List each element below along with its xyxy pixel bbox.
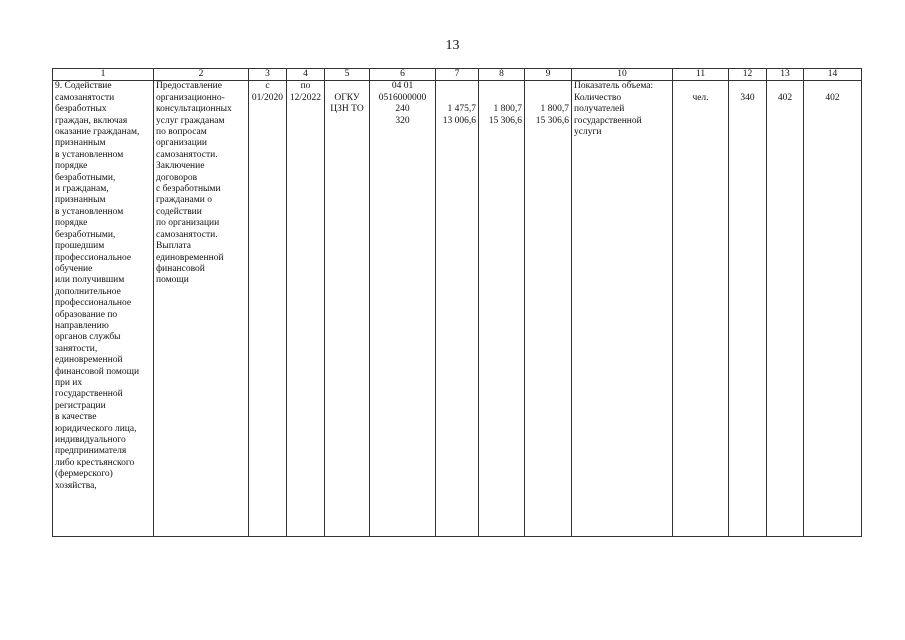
column-number: 14 xyxy=(804,69,862,81)
amount-year3-lines xyxy=(527,104,569,127)
cell-text-line: Показатель объема: xyxy=(574,81,654,92)
cell-text-line: 15 306,6 xyxy=(488,115,522,126)
amount-year2-cell xyxy=(479,81,525,537)
cell-text-line: самозанятости. xyxy=(156,229,218,240)
cell-text-line: 1 475,7 xyxy=(447,104,476,115)
cell-text-line: порядке xyxy=(55,161,88,172)
column-number: 8 xyxy=(479,69,525,81)
cell-text-line: услуг гражданам xyxy=(156,115,225,126)
cell-text-line: финансовой xyxy=(156,263,205,274)
cell-text-line: безработными, xyxy=(55,172,116,183)
cell-text-line: организации xyxy=(156,138,208,149)
cell-text-line: прошедшим xyxy=(55,241,105,252)
column-number: 3 xyxy=(249,69,287,81)
cell-text-line: договоров xyxy=(156,172,198,183)
cell-text-line: оказание гражданам, xyxy=(55,127,140,138)
cell-text-line: государственной xyxy=(574,115,642,126)
cell-text-line: граждан, включая xyxy=(55,115,128,126)
cell-text-line: признанным xyxy=(55,138,106,149)
cell-text-line: 1 800,7 xyxy=(540,104,569,115)
cell-text-line: Количество xyxy=(574,92,622,103)
column-number: 12 xyxy=(729,69,767,81)
amount-year1-lines xyxy=(438,104,476,127)
cell-text-line: 15 306,6 xyxy=(535,115,569,126)
cell-text-line: организационно- xyxy=(156,92,225,103)
cell-text-line: направлению xyxy=(55,320,109,331)
amount-year3-cell xyxy=(525,81,572,537)
event-name-cell xyxy=(53,81,154,537)
column-number: 9 xyxy=(525,69,572,81)
executor-lines xyxy=(327,93,367,116)
cell-text-line: финансовой помощи xyxy=(55,366,140,377)
cell-text-line: самозанятости. xyxy=(156,149,218,160)
cell-text-line: занятости, xyxy=(55,343,98,354)
cell-text-line: профессиональное xyxy=(55,298,132,309)
cell-text-line: в качестве xyxy=(55,412,97,423)
cell-text-line: получателей xyxy=(574,104,625,115)
cell-text-line: единовременной xyxy=(156,252,224,263)
amount-year1-cell xyxy=(436,81,479,537)
cell-text-line: государственной xyxy=(55,389,123,400)
unit-value: чел. xyxy=(692,92,709,103)
column-number: 6 xyxy=(370,69,436,81)
value-year3-cell xyxy=(804,81,862,537)
cell-text-line: либо крестьянского xyxy=(55,457,135,468)
cell-text-line: обучение xyxy=(55,263,93,274)
cell-text-line: по xyxy=(300,81,311,92)
indicator-cell xyxy=(572,81,673,537)
start-period-cell xyxy=(249,81,287,537)
cell-text-line: услуги xyxy=(574,127,602,138)
cell-text-line: органов службы xyxy=(55,332,121,343)
cell-text-line: (фермерского) xyxy=(55,469,113,480)
cell-text-line: гражданами о xyxy=(156,195,212,206)
column-number: 4 xyxy=(287,69,325,81)
column-number-row xyxy=(53,69,862,81)
cell-text-line: содействии xyxy=(156,206,202,217)
cell-text-line: индивидуального xyxy=(55,435,126,445)
cell-text-line: самозанятости xyxy=(55,92,115,103)
cell-text-line: регистрации xyxy=(55,400,106,411)
cell-text-line: 240 xyxy=(395,104,410,115)
cell-text-line: 9. Содействие xyxy=(55,81,112,92)
cell-text-line: при их xyxy=(55,377,83,388)
cell-text-line: юридического лица, xyxy=(55,423,137,434)
event-name-lines xyxy=(55,81,151,492)
cell-text-line: ОГКУ xyxy=(334,92,360,103)
value-year2: 402 xyxy=(777,92,793,103)
column-number: 10 xyxy=(572,69,673,81)
column-number: 7 xyxy=(436,69,479,81)
cell-text-line: признанным xyxy=(55,195,106,206)
column-number: 1 xyxy=(53,69,154,81)
cell-text-line: консультационных xyxy=(156,104,232,115)
indicator-lines xyxy=(574,81,670,138)
cell-text-line: безработных xyxy=(55,104,107,115)
budget-program-table xyxy=(52,68,862,537)
page-number: 13 xyxy=(445,38,460,53)
cell-text-line: с xyxy=(265,81,270,92)
cell-text-line: 13 006,6 xyxy=(442,115,476,126)
cell-text-line: в установленном xyxy=(55,149,124,160)
cell-text-line: безработными, xyxy=(55,229,116,240)
event-description-cell xyxy=(154,81,249,537)
cell-text-line: ЦЗН ТО xyxy=(330,104,364,115)
cell-text-line: образование по xyxy=(55,309,118,320)
column-number: 11 xyxy=(673,69,729,81)
cell-text-line: Предоставление xyxy=(156,81,222,92)
cell-text-line: с безработными xyxy=(156,184,221,195)
column-number: 13 xyxy=(767,69,804,81)
cell-text-line: или получившим xyxy=(55,275,125,286)
table-row xyxy=(53,81,862,537)
cell-text-line: помощи xyxy=(156,275,189,286)
cell-text-line: 1 800,7 xyxy=(493,104,522,115)
cell-text-line: Заключение xyxy=(156,161,205,172)
cell-text-line: профессиональное xyxy=(55,252,132,263)
value-year3: 402 xyxy=(825,92,840,103)
value-year2-cell xyxy=(767,81,804,537)
value-year1-cell xyxy=(729,81,767,537)
cell-text-line: 01/2020 xyxy=(251,92,284,103)
cell-text-line: 320 xyxy=(395,115,410,126)
value-year1: 340 xyxy=(740,92,755,103)
event-description-lines xyxy=(156,81,246,286)
cell-text-line: дополнительное xyxy=(55,286,121,297)
cell-text-line: хозяйства, xyxy=(55,480,97,491)
cell-text-line: порядке xyxy=(55,218,88,229)
cell-text-line: предпринимателя xyxy=(55,446,127,457)
cell-text-line: Выплата xyxy=(156,241,191,252)
end-period-lines xyxy=(289,81,322,104)
unit-cell xyxy=(673,81,729,537)
cell-text-line: единовременной xyxy=(55,355,123,366)
amount-year2-lines xyxy=(481,104,522,127)
column-number: 2 xyxy=(154,69,249,81)
end-period-cell xyxy=(287,81,325,537)
cell-text-line: 12/2022 xyxy=(289,92,322,103)
cell-text-line: по вопросам xyxy=(156,127,207,138)
cell-text-line: 0516000000 xyxy=(378,92,427,103)
cell-text-line: по организации xyxy=(156,218,220,229)
start-period-lines xyxy=(251,81,284,104)
cell-text-line: 04 01 xyxy=(391,81,414,92)
cell-text-line: и гражданам, xyxy=(55,184,109,195)
budget-code-cell xyxy=(370,81,436,537)
budget-code-lines xyxy=(372,81,433,127)
executor-cell xyxy=(325,81,370,537)
cell-text-line: в установленном xyxy=(55,206,124,217)
column-number: 5 xyxy=(325,69,370,81)
